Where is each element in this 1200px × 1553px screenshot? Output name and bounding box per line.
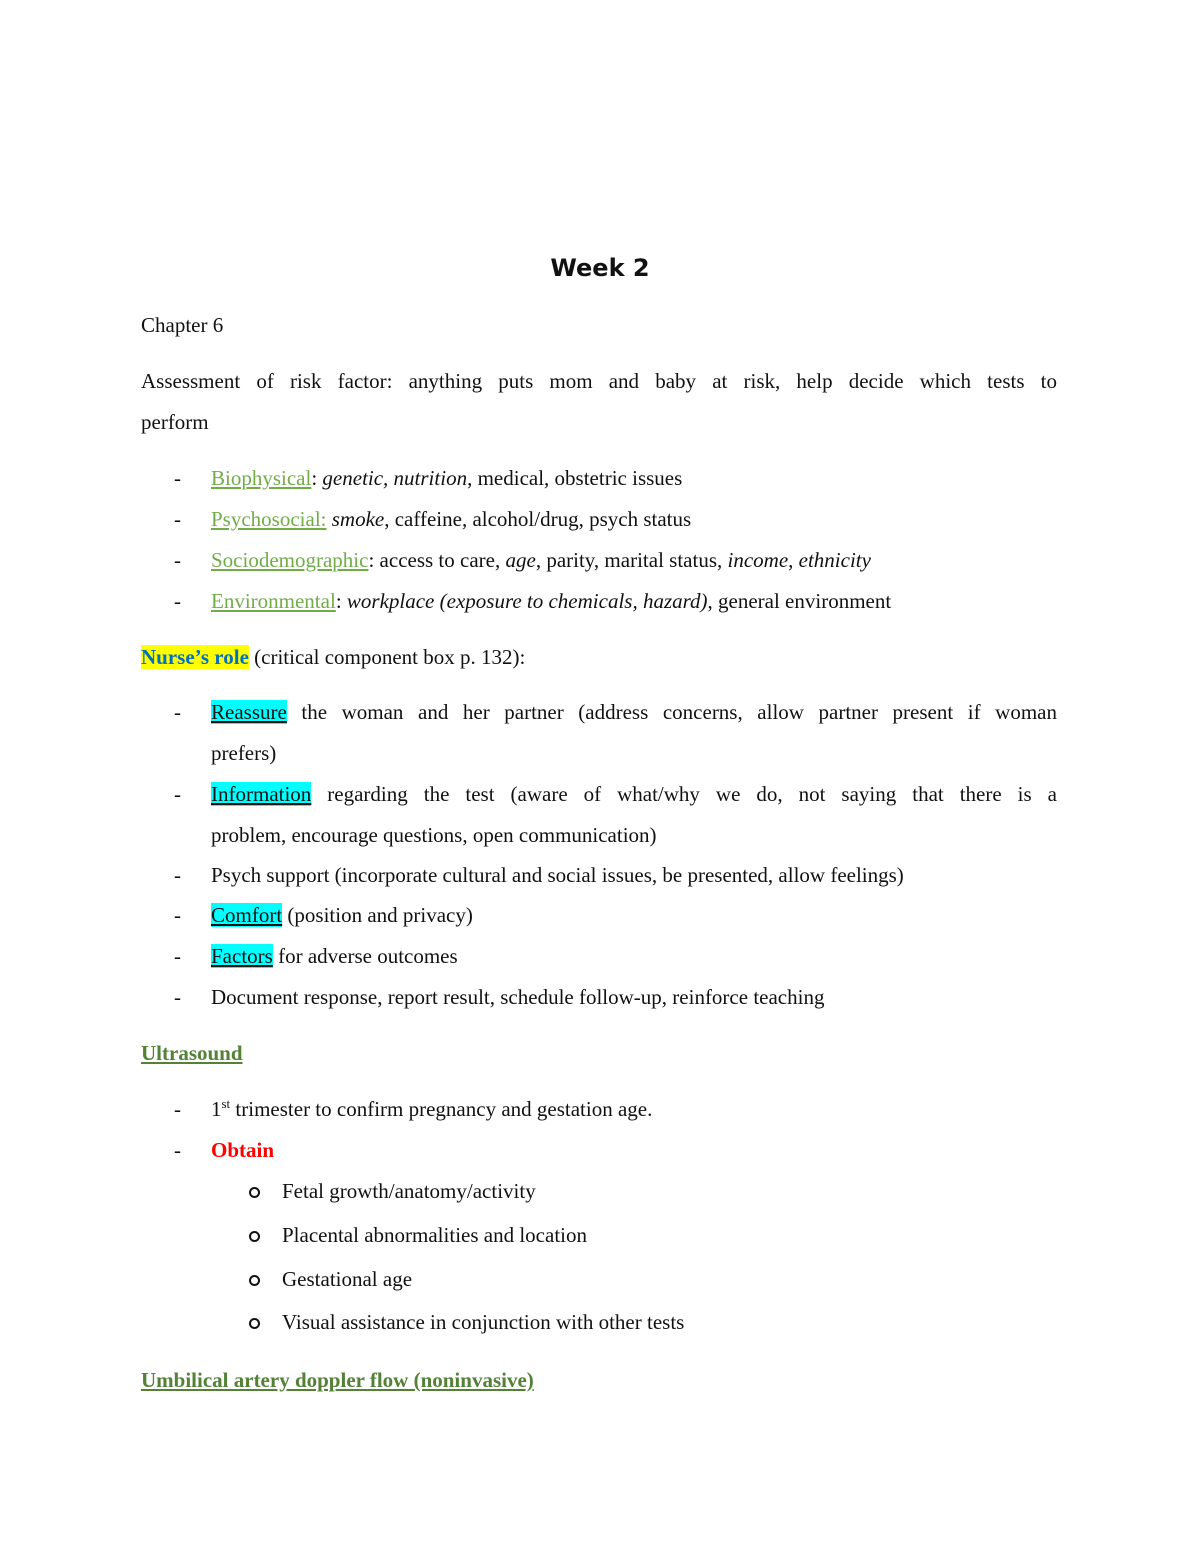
risk-factor-psychosocial: Psychosocial: smoke, caffeine, alcohol/drug, psych status xyxy=(211,507,692,531)
list-dash: - xyxy=(174,903,181,927)
nurse-item-document: Document response, report result, schedule follow-up, reinforce teaching xyxy=(211,985,825,1009)
nurse-role-label: Nurse’s role xyxy=(141,645,249,669)
risk-factor-sociodemographic: Sociodemographic: access to care, age, parity, marital status, income, ethnicity xyxy=(211,548,871,572)
page-title: Week 2 xyxy=(550,254,650,282)
ultrasound-heading: Ultrasound xyxy=(141,1041,243,1065)
obtain-sub-item: Gestational age xyxy=(282,1267,413,1291)
list-dash: - xyxy=(174,1138,181,1162)
ultrasound-obtain-label: Obtain xyxy=(211,1138,275,1162)
list-dash: - xyxy=(174,863,181,887)
nurse-item-highlight: Reassure xyxy=(211,700,287,724)
risk-label: Sociodemographic xyxy=(211,548,369,572)
circle-bullet-icon xyxy=(249,1187,260,1198)
nurse-role-line: Nurse’s role (critical component box p. 132): xyxy=(141,645,526,669)
nurse-item-factors: Factors for adverse outcomes xyxy=(211,944,458,968)
list-dash: - xyxy=(174,589,181,613)
circle-bullet-icon xyxy=(249,1231,260,1242)
list-dash: - xyxy=(174,700,181,724)
list-dash: - xyxy=(174,782,181,806)
risk-factor-environmental: Environmental: workplace (exposure to chemicals, hazard), general environment xyxy=(211,589,892,613)
nurse-item-information-cont: problem, encourage questions, open communication) xyxy=(211,823,657,847)
list-dash: - xyxy=(174,1097,181,1121)
nurse-item-psych-support: Psych support (incorporate cultural and social issues, be presented, allow feelings) xyxy=(211,863,904,887)
obtain-sub-item: Placental abnormalities and location xyxy=(282,1223,587,1247)
assessment-line-cont: perform xyxy=(141,410,209,434)
circle-bullet-icon xyxy=(249,1275,260,1286)
nurse-item-reassure-cont: prefers) xyxy=(211,741,277,765)
ultrasound-item-trimester: 1st trimester to confirm pregnancy and gestation age. xyxy=(211,1096,653,1121)
assessment-line: Assessment of risk factor: anything puts mom and baby at risk, help decide which tests to xyxy=(141,369,1057,393)
list-dash: - xyxy=(174,507,181,531)
risk-factor-biophysical: Biophysical: genetic, nutrition, medical, obstetric issues xyxy=(211,466,683,490)
list-dash: - xyxy=(174,548,181,572)
risk-label: Biophysical xyxy=(211,466,312,490)
nurse-item-highlight: Information xyxy=(211,782,312,806)
obtain-sub-item: Visual assistance in conjunction with other tests xyxy=(282,1310,685,1334)
list-dash: - xyxy=(174,944,181,968)
chapter-label: Chapter 6 xyxy=(141,313,224,337)
doppler-heading: Umbilical artery doppler flow (noninvasive) xyxy=(141,1368,534,1392)
nurse-item-comfort: Comfort (position and privacy) xyxy=(211,903,473,927)
nurse-item-reassure: Reassure the woman and her partner (address concerns, allow partner present if woman xyxy=(211,700,1057,724)
obtain-sub-item: Fetal growth/anatomy/activity xyxy=(282,1179,536,1203)
list-dash: - xyxy=(174,985,181,1009)
nurse-item-highlight: Comfort xyxy=(211,903,283,927)
nurse-item-information: Information regarding the test (aware of what/why we do, not saying that there is a xyxy=(211,782,1057,806)
list-dash: - xyxy=(174,466,181,490)
risk-label: Environmental xyxy=(211,589,336,613)
nurse-item-highlight: Factors xyxy=(211,944,273,968)
circle-bullet-icon xyxy=(249,1318,260,1329)
risk-label: Psychosocial: xyxy=(211,507,327,531)
